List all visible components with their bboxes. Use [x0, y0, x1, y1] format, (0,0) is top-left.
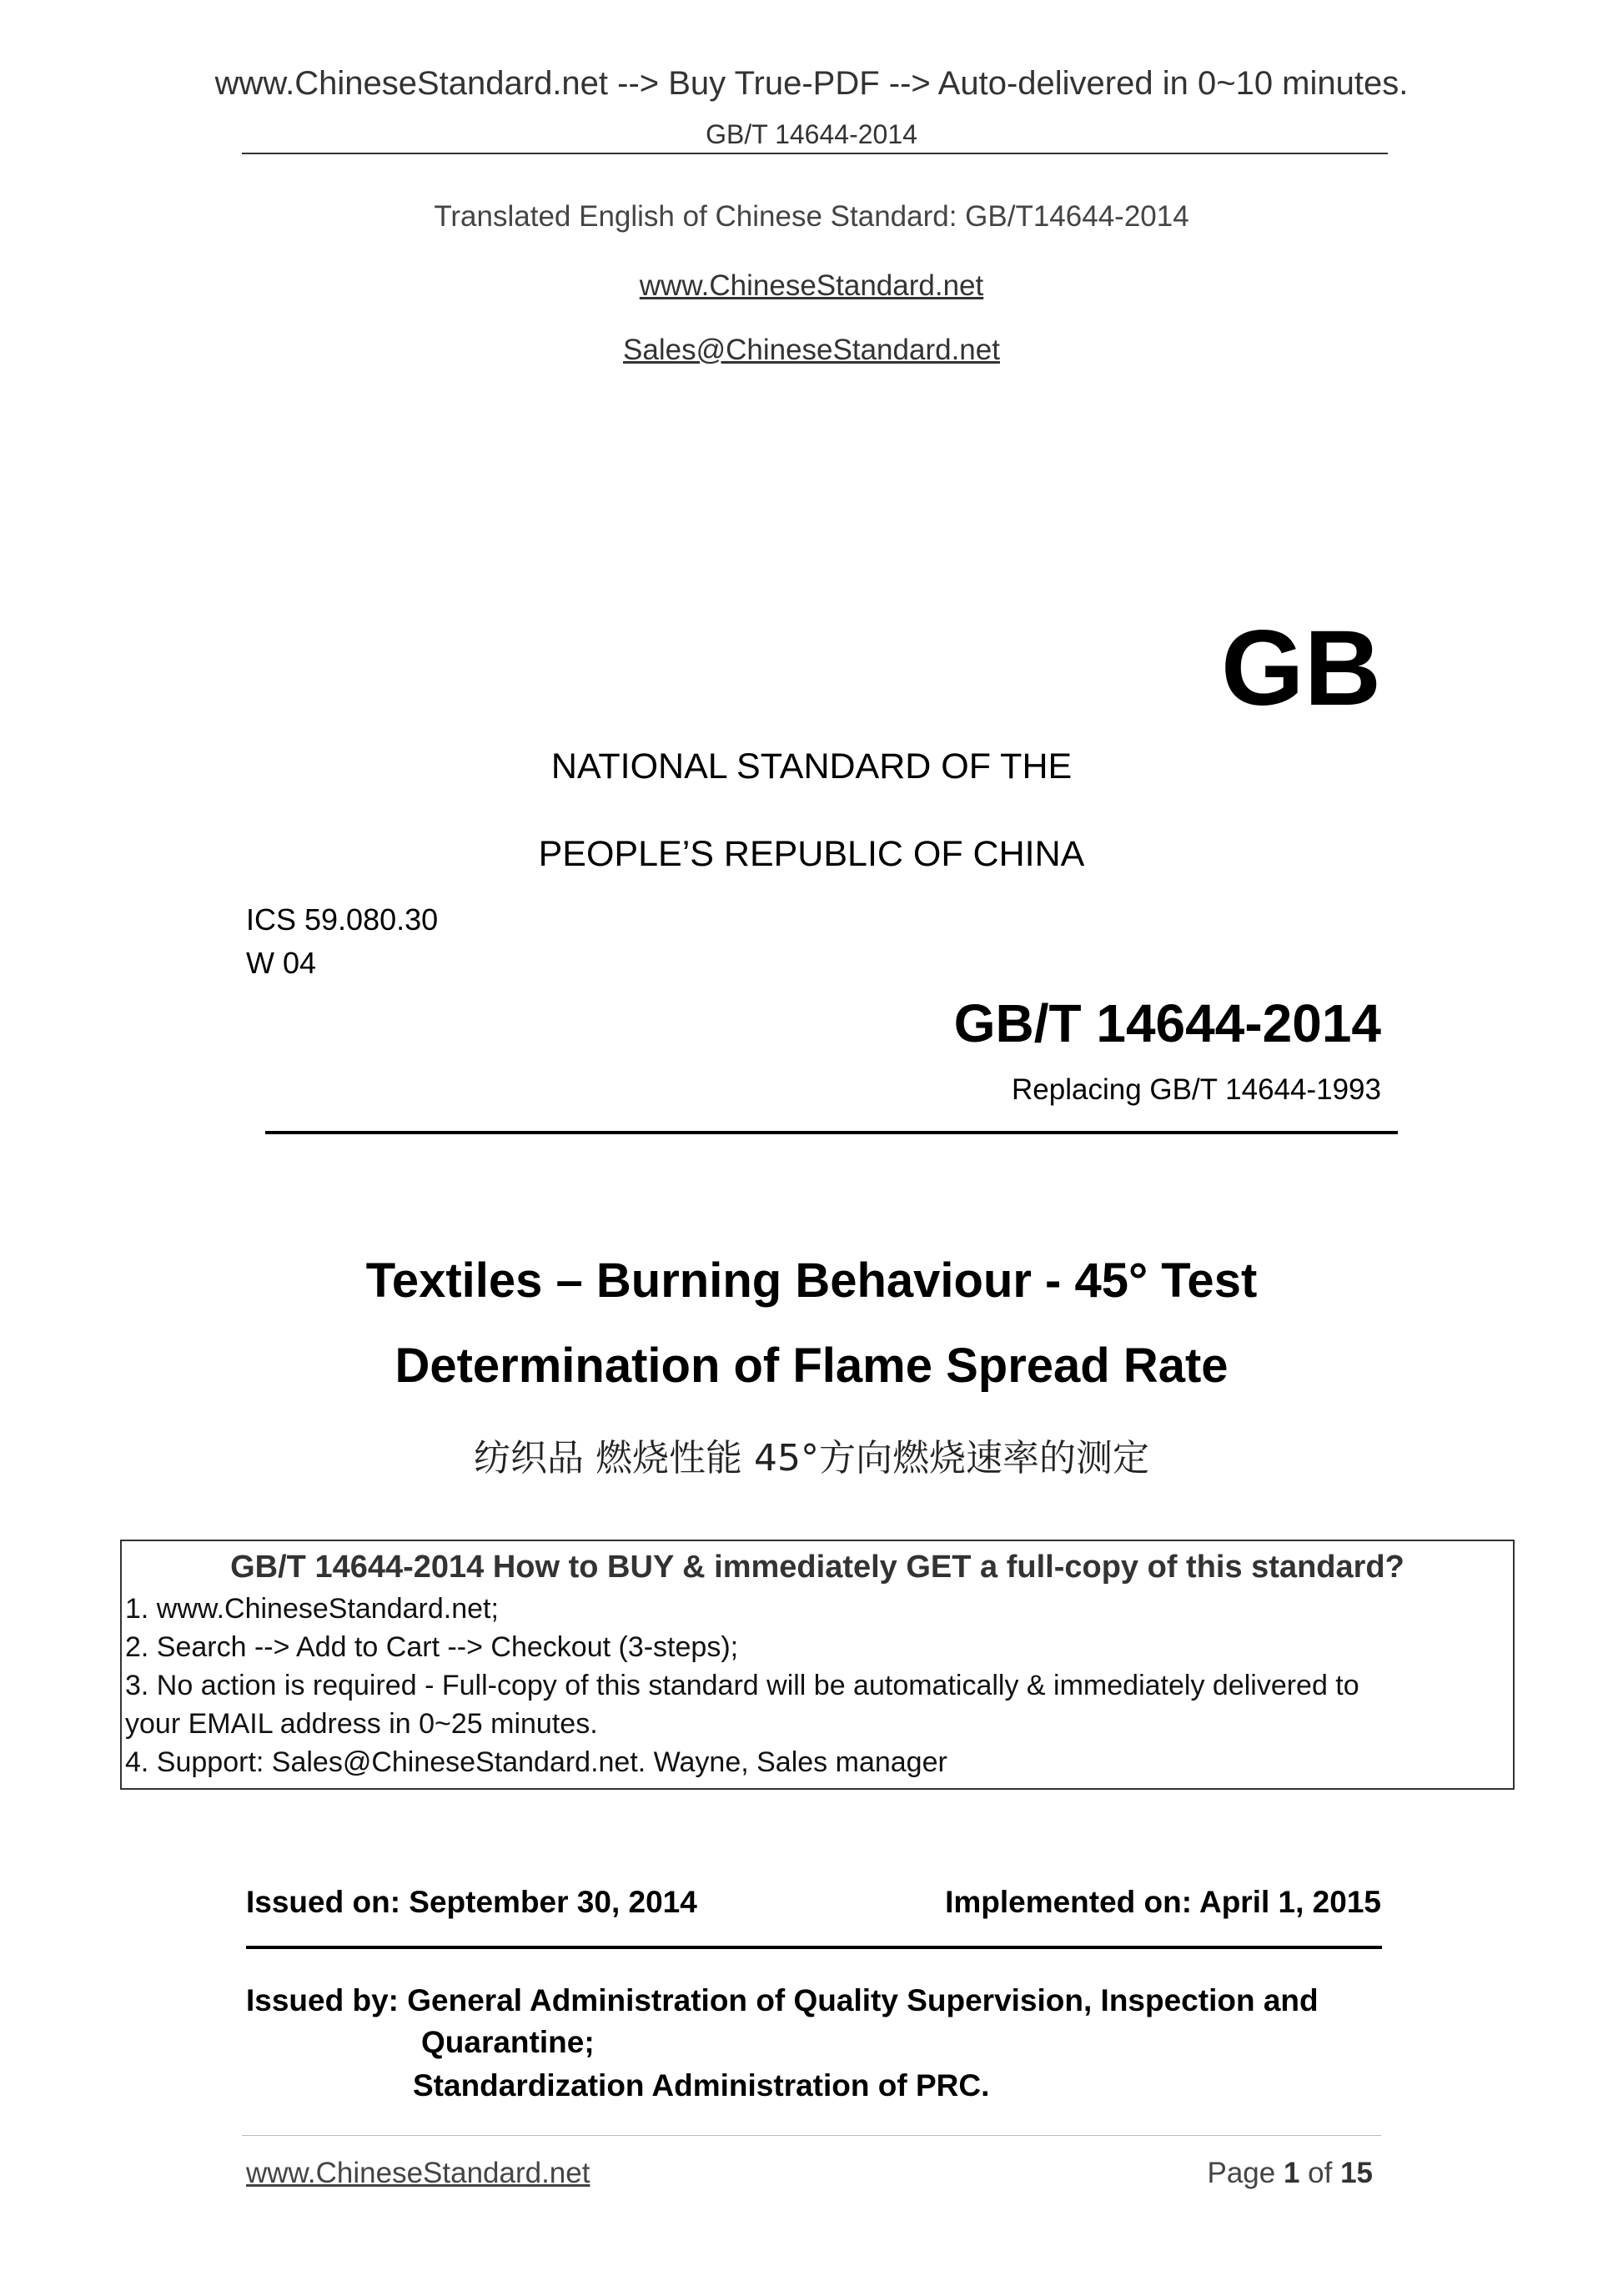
email-row [0, 334, 1623, 367]
buy-info-box [120, 1540, 1515, 1790]
page-indicator [1207, 2157, 1373, 2190]
footer-website-link[interactable]: www.ChineseStandard.net [246, 2157, 590, 2189]
buy-step-3-cont: your EMAIL address in 0~25 minutes. [125, 1708, 598, 1740]
issue-rule [246, 1946, 1382, 1949]
website-row [0, 269, 1623, 303]
page-of: of [1299, 2157, 1341, 2189]
issued-on: Issued on: September 30, 2014 [246, 1885, 697, 1919]
buy-step-3: 3. No action is required - Full-copy of this standard will be automatically & immediately delivered to [125, 1670, 1359, 1701]
national-line-1: NATIONAL STANDARD OF THE [550, 746, 1073, 786]
buy-box-title: GB/T 14644-2014 How to BUY & immediately GET a full-copy of this standard? [230, 1550, 1404, 1585]
issued-by-line-3: Standardization Administration of PRC. [413, 2068, 990, 2103]
buy-step-2: 2. Search --> Add to Cart --> Checkout (3-steps); [125, 1631, 739, 1663]
replacing-note: Replacing GB/T 14644-1993 [1012, 1073, 1381, 1106]
national-line-2: PEOPLE’S REPUBLIC OF CHINA [538, 834, 1085, 874]
page-total: 15 [1340, 2157, 1373, 2189]
issued-by-line-2: Quarantine; [421, 2025, 595, 2059]
buy-step-1: 1. www.ChineseStandard.net; [125, 1593, 499, 1625]
title-line-1: Textiles – Burning Behaviour - 45° Test [365, 1254, 1258, 1308]
footer-rule [242, 2135, 1381, 2136]
w-code: W 04 [246, 946, 317, 980]
ics-code: ICS 59.080.30 [246, 902, 439, 937]
implemented-on: Implemented on: April 1, 2015 [945, 1885, 1381, 1919]
standard-rule [265, 1131, 1398, 1134]
title-chinese: 纺织品 燃烧性能 45°方向燃烧速率的测定 [474, 1437, 1149, 1480]
header-banner: www.ChineseStandard.net --> Buy True-PDF --> Auto-delivered in 0~10 minutes. [214, 65, 1409, 102]
email-link[interactable]: Sales@ChineseStandard.net [623, 334, 1000, 366]
standard-number: GB/T 14644-2014 [953, 993, 1381, 1053]
page-current: 1 [1283, 2157, 1300, 2189]
page-prefix: Page [1207, 2157, 1284, 2189]
gb-mark: GB [1221, 609, 1381, 728]
header-rule [242, 153, 1388, 154]
title-line-2: Determination of Flame Spread Rate [394, 1339, 1229, 1393]
buy-step-4: 4. Support: Sales@ChineseStandard.net. Wayne, Sales manager [125, 1746, 947, 1778]
translated-line: Translated English of Chinese Standard: GB/T14644-2014 [434, 200, 1189, 233]
website-link[interactable]: www.ChineseStandard.net [639, 269, 984, 302]
issued-by-line-1: Issued by: General Administration of Quality Supervision, Inspection and [246, 1983, 1319, 2017]
header-doc-code: GB/T 14644-2014 [706, 119, 917, 149]
